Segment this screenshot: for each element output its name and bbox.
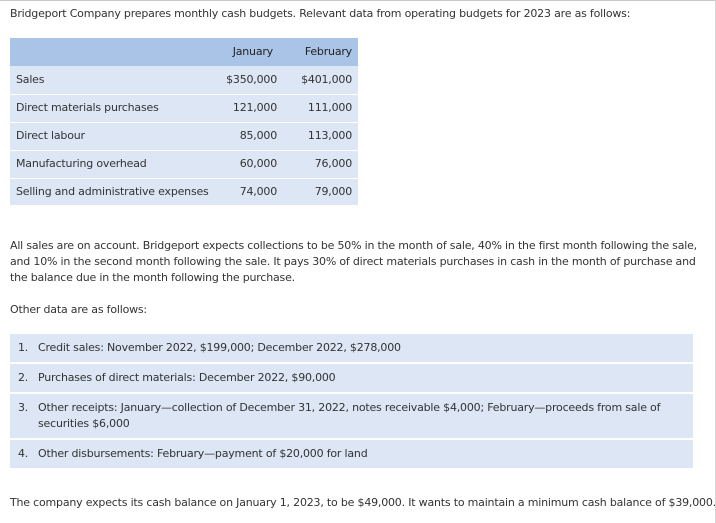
cell-january: $350,000 bbox=[226, 73, 277, 86]
list-item bbox=[10, 440, 693, 468]
list-item-text: Credit sales: November 2022, $199,000; December 2022, $278,000 bbox=[38, 341, 401, 354]
budget-table bbox=[10, 38, 358, 205]
frame-top-border bbox=[0, 0, 716, 1]
other-data-list bbox=[10, 334, 693, 470]
cell-february: 111,000 bbox=[307, 101, 352, 114]
table-row bbox=[10, 94, 358, 122]
list-item bbox=[10, 364, 693, 392]
cell-january: 121,000 bbox=[232, 101, 277, 114]
cell-february: 113,000 bbox=[307, 129, 352, 142]
table-row bbox=[10, 122, 358, 150]
table-header bbox=[10, 38, 358, 66]
row-label: Selling and administrative expenses bbox=[16, 185, 209, 198]
cell-january: 60,000 bbox=[239, 157, 277, 170]
cell-january: 74,000 bbox=[239, 185, 277, 198]
list-item-text: Other receipts: January—collection of December 31, 2022, notes receivable $4,000; February—proceeds from sale of securities $6,000 bbox=[38, 401, 661, 430]
other-data-label: Other data are as follows: bbox=[10, 303, 147, 316]
cell-february: 76,000 bbox=[314, 157, 352, 170]
column-header-january: January bbox=[232, 45, 273, 58]
table-row bbox=[10, 150, 358, 178]
cell-february: $401,000 bbox=[301, 73, 352, 86]
table-row bbox=[10, 66, 358, 94]
row-label: Sales bbox=[16, 73, 45, 86]
cell-february: 79,000 bbox=[314, 185, 352, 198]
list-item-text: Purchases of direct materials: December 2022, $90,000 bbox=[38, 371, 336, 384]
list-item-number: 4. bbox=[18, 447, 29, 460]
column-header-february: February bbox=[304, 45, 352, 58]
collections-paragraph: All sales are on account. Bridgeport expects collections to be 50% in the month of sale, 40% in the first month following the sale, and 10% in the second month following the sale. It pays 30% of direct materials purchases in cash in the month of purchase and the balance due in the month following the purchase. bbox=[10, 239, 697, 284]
list-item-number: 1. bbox=[18, 341, 29, 354]
list-item bbox=[10, 334, 693, 362]
table-row bbox=[10, 178, 358, 206]
cash-balance-text: The company expects its cash balance on January 1, 2023, to be $49,000. It wants to maintain a minimum cash balance of $39,000. bbox=[10, 496, 716, 509]
row-label: Direct labour bbox=[16, 129, 85, 142]
cell-january: 85,000 bbox=[239, 129, 277, 142]
intro-text: Bridgeport Company prepares monthly cash budgets. Relevant data from operating budgets for 2023 are as follows: bbox=[10, 7, 631, 20]
list-item bbox=[10, 394, 693, 438]
row-label: Direct materials purchases bbox=[16, 101, 159, 114]
list-item-text: Other disbursements: February—payment of $20,000 for land bbox=[38, 447, 368, 460]
list-item-number: 2. bbox=[18, 371, 29, 384]
row-label: Manufacturing overhead bbox=[16, 157, 147, 170]
list-item-number: 3. bbox=[18, 401, 29, 414]
